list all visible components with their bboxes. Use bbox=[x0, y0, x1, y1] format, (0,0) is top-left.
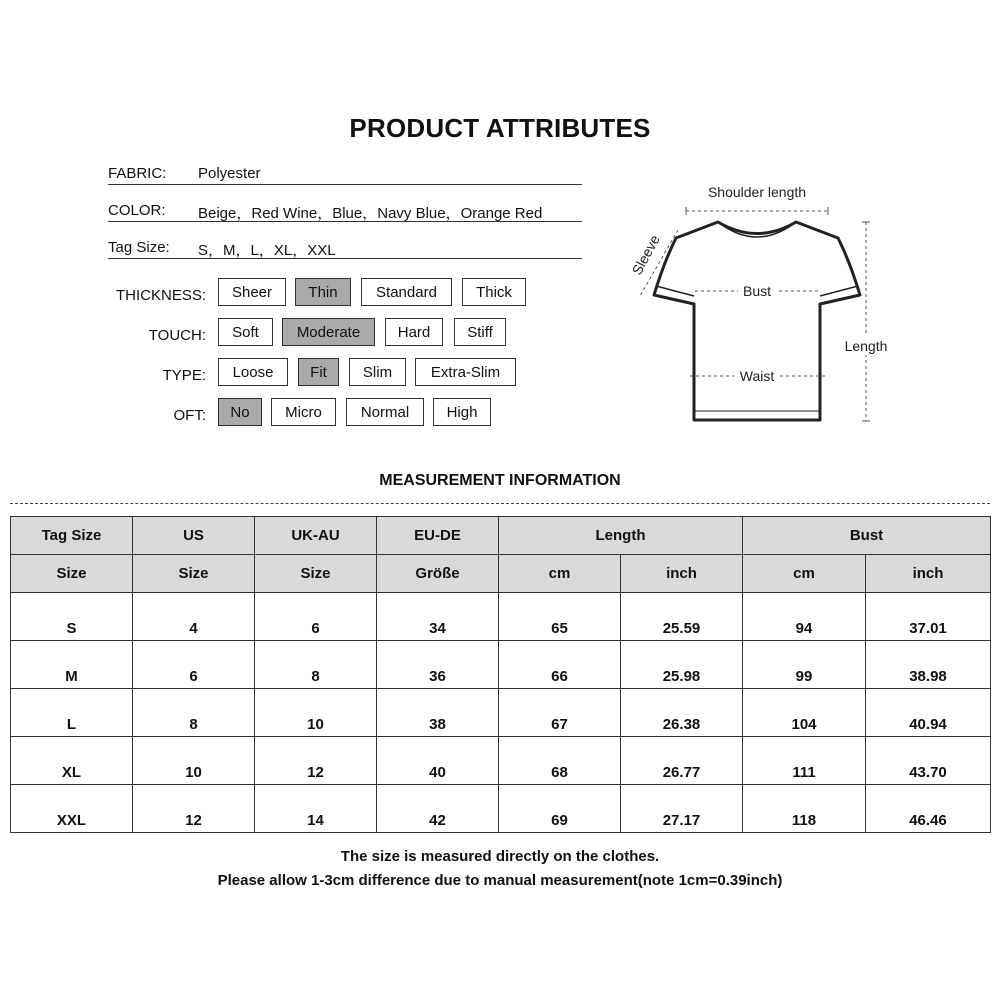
table-cell: XL bbox=[11, 737, 133, 785]
header-cell: inch bbox=[621, 555, 743, 593]
table-cell: 12 bbox=[133, 785, 255, 833]
thickness-option: Standard bbox=[361, 278, 452, 306]
table-cell: 36 bbox=[377, 641, 499, 689]
note-line-2: Please allow 1-3cm difference due to manual measurement(note 1cm=0.39inch) bbox=[217, 872, 783, 889]
tshirt-icon bbox=[654, 222, 860, 420]
header-cell: US bbox=[133, 517, 255, 555]
table-cell: 42 bbox=[377, 785, 499, 833]
table-cell: 26.77 bbox=[621, 737, 743, 785]
dashed-divider bbox=[10, 503, 990, 504]
table-cell: 10 bbox=[133, 737, 255, 785]
header-row-1 bbox=[11, 517, 991, 555]
oft-option: No bbox=[218, 398, 262, 426]
table-cell: XXL bbox=[11, 785, 133, 833]
header-cell: cm bbox=[743, 555, 866, 593]
touch-option: Soft bbox=[218, 318, 273, 346]
tag-size-value: S，M，L，XL，XXL bbox=[198, 242, 336, 259]
header-cell: Tag Size bbox=[11, 517, 133, 555]
table-cell: 38 bbox=[377, 689, 499, 737]
sleeve-label: Sleeve bbox=[628, 232, 663, 278]
header-cell: Größe bbox=[377, 555, 499, 593]
type-option: Slim bbox=[349, 358, 406, 386]
thickness-option: Sheer bbox=[218, 278, 286, 306]
thickness-label: THICKNESS: bbox=[115, 287, 206, 304]
header-row-2 bbox=[11, 555, 991, 593]
note-line-1: The size is measured directly on the clothes. bbox=[340, 848, 660, 865]
tag-size-label: Tag Size: bbox=[108, 239, 170, 256]
table-row bbox=[11, 593, 991, 641]
oft-option: Micro bbox=[271, 398, 336, 426]
table-row bbox=[11, 641, 991, 689]
table-cell: 99 bbox=[743, 641, 866, 689]
measurement-title: MEASUREMENT INFORMATION bbox=[379, 472, 621, 489]
touch-label: TOUCH: bbox=[148, 327, 206, 344]
table-cell: 26.38 bbox=[621, 689, 743, 737]
oft-option: High bbox=[433, 398, 491, 426]
table-cell: 8 bbox=[133, 689, 255, 737]
length-label: Length bbox=[844, 338, 888, 354]
divider bbox=[108, 258, 582, 259]
fabric-row bbox=[108, 147, 582, 184]
table-cell: 12 bbox=[255, 737, 377, 785]
header-cell: Size bbox=[133, 555, 255, 593]
table-cell: 40 bbox=[377, 737, 499, 785]
fabric-label: FABRIC: bbox=[108, 165, 167, 182]
table-cell: 27.17 bbox=[621, 785, 743, 833]
tshirt-diagram bbox=[615, 175, 905, 435]
touch-option: Stiff bbox=[454, 318, 506, 346]
oft-label: OFT: bbox=[173, 407, 206, 424]
table-cell: 69 bbox=[499, 785, 621, 833]
fabric-value: Polyester bbox=[198, 165, 261, 182]
header-cell: Bust bbox=[743, 517, 991, 555]
type-label: TYPE: bbox=[162, 367, 206, 384]
table-cell: 67 bbox=[499, 689, 621, 737]
table-cell: 118 bbox=[743, 785, 866, 833]
table-cell: 104 bbox=[743, 689, 866, 737]
table-cell: 25.59 bbox=[621, 593, 743, 641]
table-cell: 25.98 bbox=[621, 641, 743, 689]
table-cell: 111 bbox=[743, 737, 866, 785]
header-cell: Size bbox=[11, 555, 133, 593]
table-cell: 8 bbox=[255, 641, 377, 689]
table-cell: 34 bbox=[377, 593, 499, 641]
header-cell: Length bbox=[499, 517, 743, 555]
table-row bbox=[11, 737, 991, 785]
header-cell: inch bbox=[866, 555, 991, 593]
type-option: Fit bbox=[298, 358, 339, 386]
table-cell: 43.70 bbox=[866, 737, 991, 785]
table-cell: 6 bbox=[133, 641, 255, 689]
touch-option: Moderate bbox=[282, 318, 375, 346]
page-title: PRODUCT ATTRIBUTES bbox=[349, 113, 651, 143]
table-row bbox=[11, 785, 991, 833]
table-cell: 38.98 bbox=[866, 641, 991, 689]
table-cell: M bbox=[11, 641, 133, 689]
table-row bbox=[11, 689, 991, 737]
header-cell: Size bbox=[255, 555, 377, 593]
type-option: Extra-Slim bbox=[415, 358, 516, 386]
color-label: COLOR: bbox=[108, 202, 166, 219]
table-cell: 46.46 bbox=[866, 785, 991, 833]
thickness-option: Thick bbox=[462, 278, 526, 306]
tag-size-row bbox=[108, 221, 582, 258]
color-row bbox=[108, 184, 582, 221]
header-cell: EU-DE bbox=[377, 517, 499, 555]
header-cell: cm bbox=[499, 555, 621, 593]
table-cell: 65 bbox=[499, 593, 621, 641]
table-cell: L bbox=[11, 689, 133, 737]
shoulder-length-label: Shoulder length bbox=[707, 184, 807, 200]
table-cell: 40.94 bbox=[866, 689, 991, 737]
size-table bbox=[10, 516, 991, 833]
table-cell: 66 bbox=[499, 641, 621, 689]
oft-option: Normal bbox=[346, 398, 424, 426]
table-cell: 6 bbox=[255, 593, 377, 641]
bust-label: Bust bbox=[742, 283, 772, 299]
table-cell: 14 bbox=[255, 785, 377, 833]
waist-label: Waist bbox=[739, 368, 775, 384]
table-cell: 94 bbox=[743, 593, 866, 641]
touch-option: Hard bbox=[385, 318, 443, 346]
thickness-option: Thin bbox=[295, 278, 351, 306]
type-option: Loose bbox=[218, 358, 288, 386]
table-cell: 4 bbox=[133, 593, 255, 641]
table-cell: 10 bbox=[255, 689, 377, 737]
color-value: Beige，Red Wine，Blue，Navy Blue，Orange Red bbox=[198, 205, 543, 222]
table-cell: S bbox=[11, 593, 133, 641]
table-cell: 37.01 bbox=[866, 593, 991, 641]
table-cell: 68 bbox=[499, 737, 621, 785]
header-cell: UK-AU bbox=[255, 517, 377, 555]
